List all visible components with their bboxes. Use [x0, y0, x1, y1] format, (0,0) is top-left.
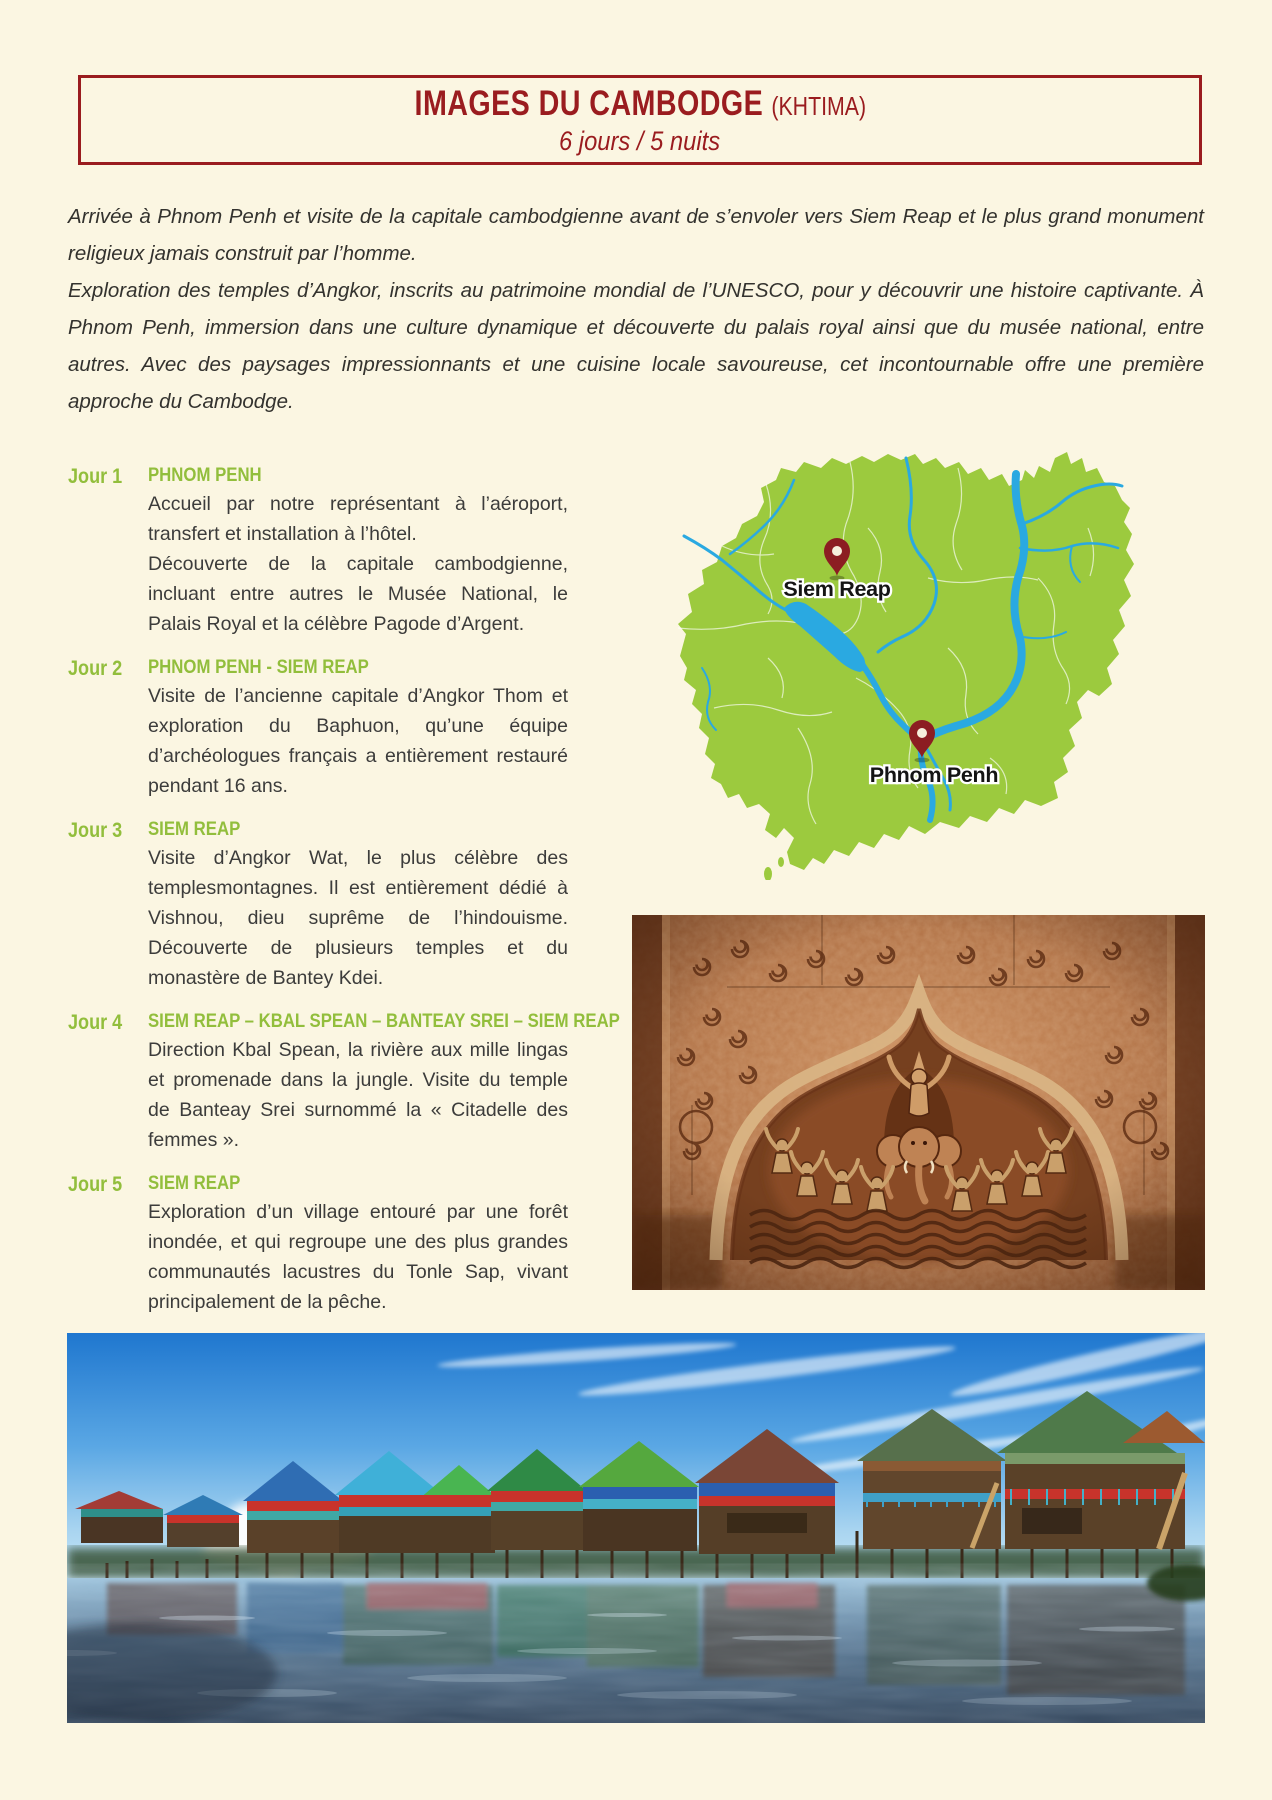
itinerary-day-4	[68, 1010, 620, 1155]
day-text: Visite de l’ancienne capitale d’Angkor Thom et exploration du Baphuon, qu’une équipe d’archéologues français a entièrement restauré pendant 16 ans.	[148, 685, 568, 797]
map-landmass	[678, 452, 1134, 880]
day-title: PHNOM PENH - SIEM REAP	[148, 656, 369, 678]
page-title: IMAGES DU CAMBODGE	[414, 83, 763, 123]
phnom-penh-label: Phnom Penh	[869, 763, 999, 787]
day-text: Découverte de la capitale cambodgienne, incluant entre autres le Musée National, le Palais Royal et la célèbre Pagode d’Argent.	[148, 553, 568, 635]
day-label: Jour 2	[68, 657, 123, 680]
day-label: Jour 3	[68, 819, 123, 842]
cambodia-map	[618, 428, 1140, 880]
itinerary-day-5	[68, 1172, 568, 1317]
tour-code: (KHTIMA)	[771, 90, 866, 121]
itinerary-list	[68, 464, 620, 1376]
title-line	[414, 84, 866, 124]
day-text: Exploration d’un village entouré par une forêt inondée, et qui regroupe une des plus grandes communautés lacustres du Tonle Sap, vivant principalement de la pêche.	[148, 1201, 568, 1313]
title-box	[78, 75, 1202, 165]
itinerary-day-2	[68, 656, 568, 801]
day-text: Direction Kbal Spean, la rivière aux mille lingas et promenade dans la jungle. Visite du temple de Banteay Srei surnommé la « Citadelle des femmes ».	[148, 1039, 568, 1151]
intro-text	[68, 198, 1204, 420]
day-text: Visite d’Angkor Wat, le plus célèbre des templesmontagnes. Il est entièrement dédié à Vishnou, dieu suprême de l’hindouisme. Découverte de plusieurs temples et du monastère de Bantey Kdei.	[148, 847, 568, 989]
itinerary-day-3	[68, 818, 568, 993]
day-title: SIEM REAP	[148, 1172, 241, 1194]
duration-subtitle: 6 jours / 5 nuits	[559, 125, 721, 156]
intro-paragraph: Arrivée à Phnom Penh et visite de la capitale cambodgienne avant de s’envoler vers Siem Reap et le plus grand monument religieux jamais construit par l’homme.	[68, 205, 1204, 265]
day-text: Accueil par notre représentant à l’aéroport, transfert et installation à l’hôtel.	[148, 493, 568, 545]
day-label: Jour 4	[68, 1011, 123, 1034]
floating-village-photo	[67, 1333, 1205, 1723]
day-label: Jour 1	[68, 465, 123, 488]
day-title: PHNOM PENH	[148, 464, 262, 486]
day-title: SIEM REAP – KBAL SPEAN – BANTEAY SREI – SIEM REAP	[148, 1010, 620, 1032]
itinerary-day-1	[68, 464, 568, 639]
day-title: SIEM REAP	[148, 818, 241, 840]
intro-paragraph: Exploration des temples d’Angkor, inscrits au patrimoine mondial de l’UNESCO, pour y découvrir une histoire captivante. À Phnom Penh, immersion dans une culture dynamique et découverte du palais royal ainsi que du musée national, entre autres. Avec des paysages impressionnants et une cuisine locale savoureuse, cet incontournable offre une première approche du Cambodge.	[68, 279, 1204, 413]
day-label: Jour 5	[68, 1173, 123, 1196]
siem-reap-label: Siem Reap	[783, 577, 891, 601]
temple-carving-photo	[632, 915, 1205, 1290]
